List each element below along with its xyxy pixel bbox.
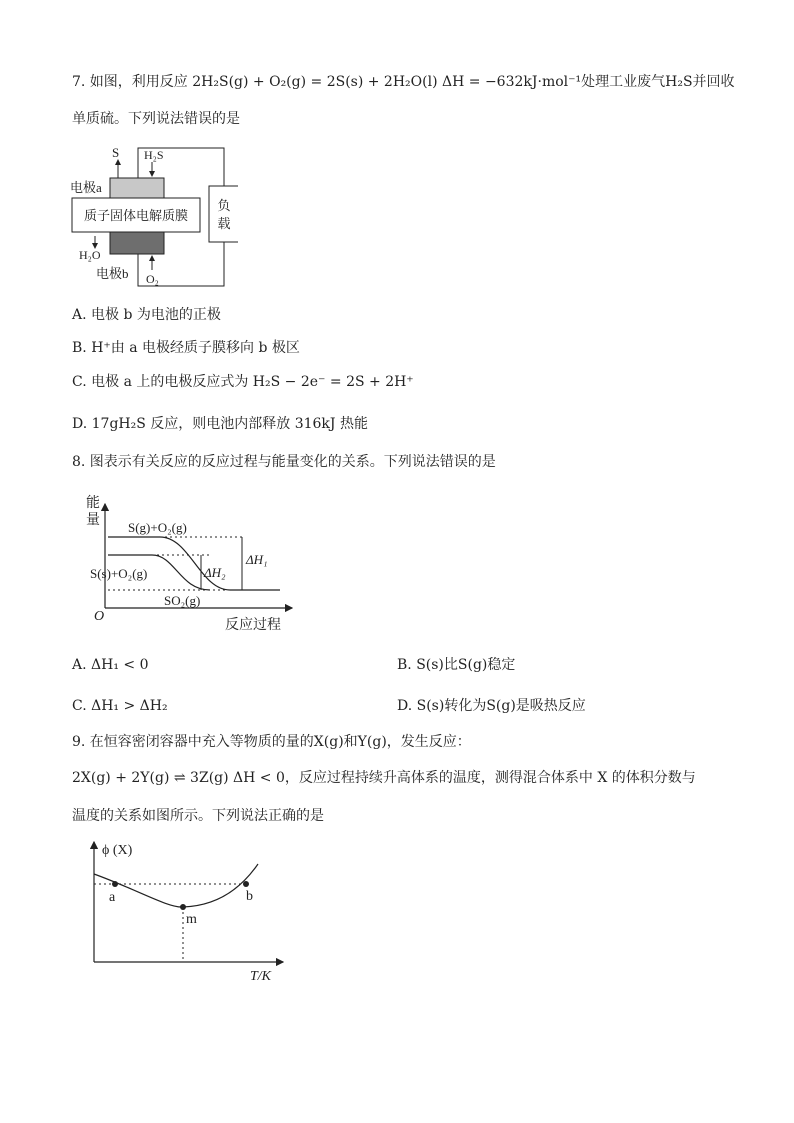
dh1-label: ΔH₁	[246, 552, 268, 567]
q7-option-d[interactable]: D. 17gH₂S 反应，则电池内部释放 316kJ 热能	[72, 416, 368, 432]
q8-option-b[interactable]: B. S(s)比S(g)稳定	[397, 657, 516, 673]
membrane-label: 质子固体电解质膜	[83, 208, 189, 223]
q8-option-a[interactable]: A. ΔH₁ < 0	[72, 657, 149, 673]
q7-option-a[interactable]: A. 电极 b 为电池的正极	[72, 307, 221, 323]
electrode-a-label: 电极a	[70, 180, 102, 195]
load-block	[209, 186, 238, 242]
q7-stem-line1: 7. 如图，利用反应 2H₂S(g) + O₂(g) = 2S(s) + 2H₂O(l) ΔH = −632kJ·mol⁻¹处理工业废气H₂S并回收	[72, 74, 735, 90]
q7-option-b[interactable]: B. H⁺由 a 电极经质子膜移向 b 极区	[72, 340, 300, 356]
q8-option-c[interactable]: C. ΔH₁ > ΔH₂	[72, 698, 168, 714]
phi-x-temperature-chart	[78, 838, 288, 986]
h2s-label: H₂S	[144, 148, 164, 162]
electrode-b-label: 电极b	[96, 266, 129, 281]
point-b-label: b	[246, 889, 253, 904]
point-a-label: a	[109, 890, 116, 905]
q9-stem-line3: 温度的关系如图所示。下列说法正确的是	[72, 808, 324, 824]
point-a	[112, 881, 118, 887]
s-label: S	[112, 145, 120, 160]
q8-stem: 8. 图表示有关反应的反应过程与能量变化的关系。下列说法错误的是	[72, 454, 496, 470]
electrolysis-cell-diagram	[68, 140, 238, 290]
h2o-label: H₂O	[79, 248, 101, 262]
upper-state-label: S(g)+O₂(g)	[128, 520, 187, 535]
product-label: SO₂(g)	[164, 593, 201, 608]
phi-curve	[94, 864, 258, 907]
x-label: T/K	[250, 969, 272, 984]
y-label: ϕ (X)	[102, 843, 133, 858]
x-label: 反应过程	[225, 618, 281, 633]
q7-stem-line2: 单质硫。下列说法错误的是	[72, 111, 240, 127]
load-label-2: 载	[217, 216, 231, 231]
lower-state-label: S(s)+O₂(g)	[90, 566, 148, 581]
q7-option-c[interactable]: C. 电极 a 上的电极反应式为 H₂S − 2e⁻ = 2S + 2H⁺	[72, 374, 414, 390]
q9-stem-line1: 9. 在恒容密闭容器中充入等物质的量的X(g)和Y(g)，发生反应：	[72, 734, 471, 750]
y-label-2: 量	[86, 513, 100, 528]
point-b	[243, 881, 249, 887]
q8-option-d[interactable]: D. S(s)转化为S(g)是吸热反应	[397, 698, 586, 714]
electrode-b-block	[110, 232, 164, 254]
point-m-label: m	[186, 912, 197, 927]
o2-label: O₂	[146, 272, 159, 286]
q9-stem-line2: 2X(g) + 2Y(g) ⇌ 3Z(g) ΔH < 0，反应过程持续升高体系的温度，测得混合体系中 X 的体积分数与	[72, 770, 696, 786]
point-m	[180, 904, 186, 910]
origin-label: O	[94, 609, 105, 624]
electrode-a-block	[110, 178, 164, 198]
load-label-1: 负	[217, 198, 231, 213]
y-label-1: 能	[86, 496, 100, 511]
energy-diagram	[80, 490, 300, 635]
dh2-label: ΔH₂	[204, 565, 226, 580]
